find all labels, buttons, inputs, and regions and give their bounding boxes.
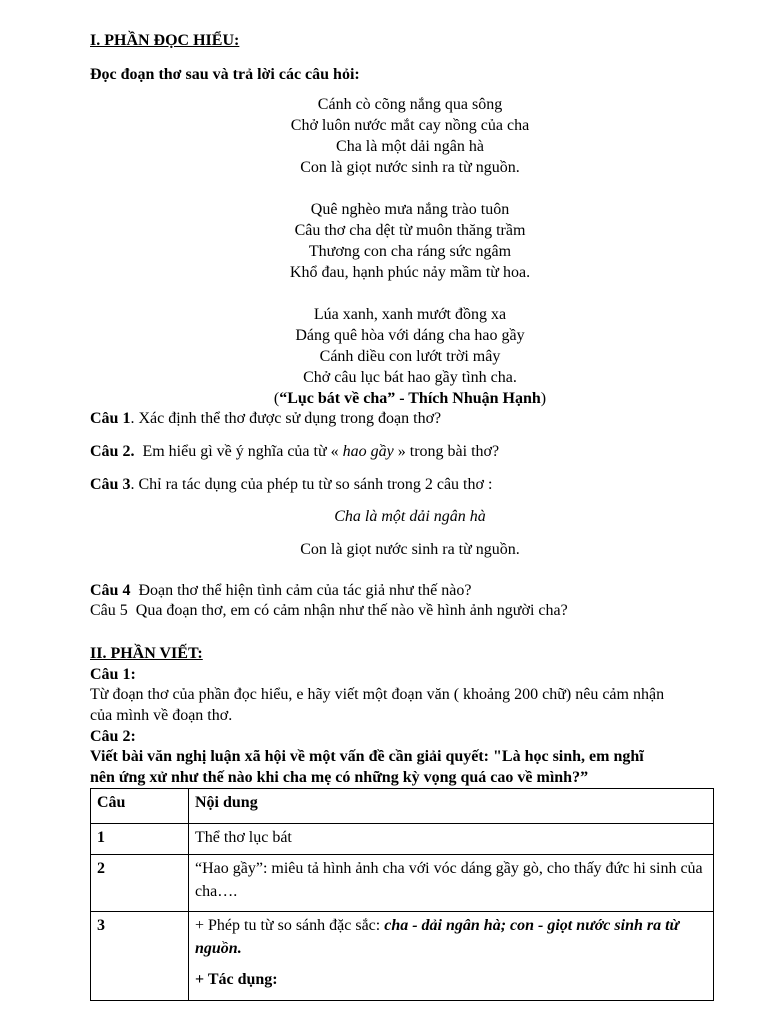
table-header-row (91, 789, 714, 824)
table-cell-comparison: + Phép tu từ so sánh đặc sắc: cha - dải ngân hà; con - giọt nước sinh ra từ nguồn. (195, 917, 680, 957)
part1-heading: I. PHẦN ĐỌC HIỂU: (90, 32, 240, 49)
table-cell-content (189, 912, 714, 1001)
poem-source: (“Lục bát về cha” - Thích Nhuận Hạnh) (273, 390, 547, 407)
poem-line: Thương con cha ráng sức ngâm (308, 243, 512, 260)
table-row (91, 855, 714, 912)
part2-cau2-text-line2: nên ứng xử như thế nào khi cha mẹ có những kỳ vọng quá cao về mình?” (90, 769, 589, 786)
part1-instruction: Đọc đoạn thơ sau và trả lời các câu hỏi: (90, 66, 360, 83)
question-3-verse-1: Cha là một dải ngân hà (334, 508, 486, 525)
question-3-verse-2: Con là giọt nước sinh ra từ nguồn. (300, 541, 520, 558)
table-cell-content: Thể thơ lục bát (189, 824, 714, 855)
part2-cau2-label: Câu 2: (90, 728, 136, 745)
table-cell-number: 3 (91, 912, 189, 1001)
poem-line: Chở luôn nước mắt cay nồng của cha (290, 117, 530, 134)
poem-line: Lúa xanh, xanh mướt đồng xa (313, 306, 507, 323)
poem-line: Dáng quê hòa với dáng cha hao gầy (295, 327, 525, 344)
poem-line: Cánh cò cõng nắng qua sông (317, 96, 503, 113)
answer-table (90, 788, 714, 1001)
poem-line: Câu thơ cha dệt từ muôn thăng trầm (294, 222, 526, 239)
poem-line: Cha là một dải ngân hà (336, 138, 484, 155)
question-5: Câu 5 Qua đoạn thơ, em có cảm nhận như thế nào về hình ảnh người cha? (90, 602, 568, 619)
part2-cau1-text-line1: Từ đoạn thơ của phần đọc hiểu, e hãy viết một đoạn văn ( khoảng 200 chữ) nêu cảm nhận (90, 686, 665, 703)
part2-cau2-text-line1: Viết bài văn nghị luận xã hội về một vấn đề cần giải quyết: "Là học sinh, em nghĩ (90, 748, 644, 765)
question-4: Câu 4 Đoạn thơ thể hiện tình cảm của tác giả như thế nào? (90, 582, 472, 599)
part2-cau1-text-line2: của mình về đoạn thơ. (90, 707, 233, 724)
part2-heading: II. PHẦN VIẾT: (90, 645, 203, 662)
table-header-cau: Câu (91, 789, 189, 824)
question-1: Câu 1. Xác định thể thơ được sử dụng trong đoạn thơ? (90, 410, 442, 427)
table-row (91, 912, 714, 1001)
table-cell-content: “Hao gầy”: miêu tả hình ảnh cha với vóc dáng gầy gò, cho thấy đức hi sinh của cha…. (189, 855, 714, 912)
table-row (91, 824, 714, 855)
poem-line: Chở câu lục bát hao gầy tình cha. (303, 369, 517, 386)
table-cell-number: 1 (91, 824, 189, 855)
poem-line: Quê nghèo mưa nắng trào tuôn (310, 201, 510, 218)
table-cell-number: 2 (91, 855, 189, 912)
question-3: Câu 3. Chỉ ra tác dụng của phép tu từ so sánh trong 2 câu thơ : (90, 476, 493, 493)
table-cell-effect-label: + Tác dụng: (195, 971, 278, 988)
question-2: Câu 2. Em hiểu gì về ý nghĩa của từ « hao gầy » trong bài thơ? (90, 443, 500, 460)
part2-cau1-label: Câu 1: (90, 666, 136, 683)
poem-line: Khổ đau, hạnh phúc nảy mầm từ hoa. (289, 264, 531, 281)
poem-line: Cánh diều con lướt trời mây (319, 348, 501, 365)
poem-line: Con là giọt nước sinh ra từ nguồn. (300, 159, 520, 176)
table-header-noi-dung: Nội dung (189, 789, 714, 824)
